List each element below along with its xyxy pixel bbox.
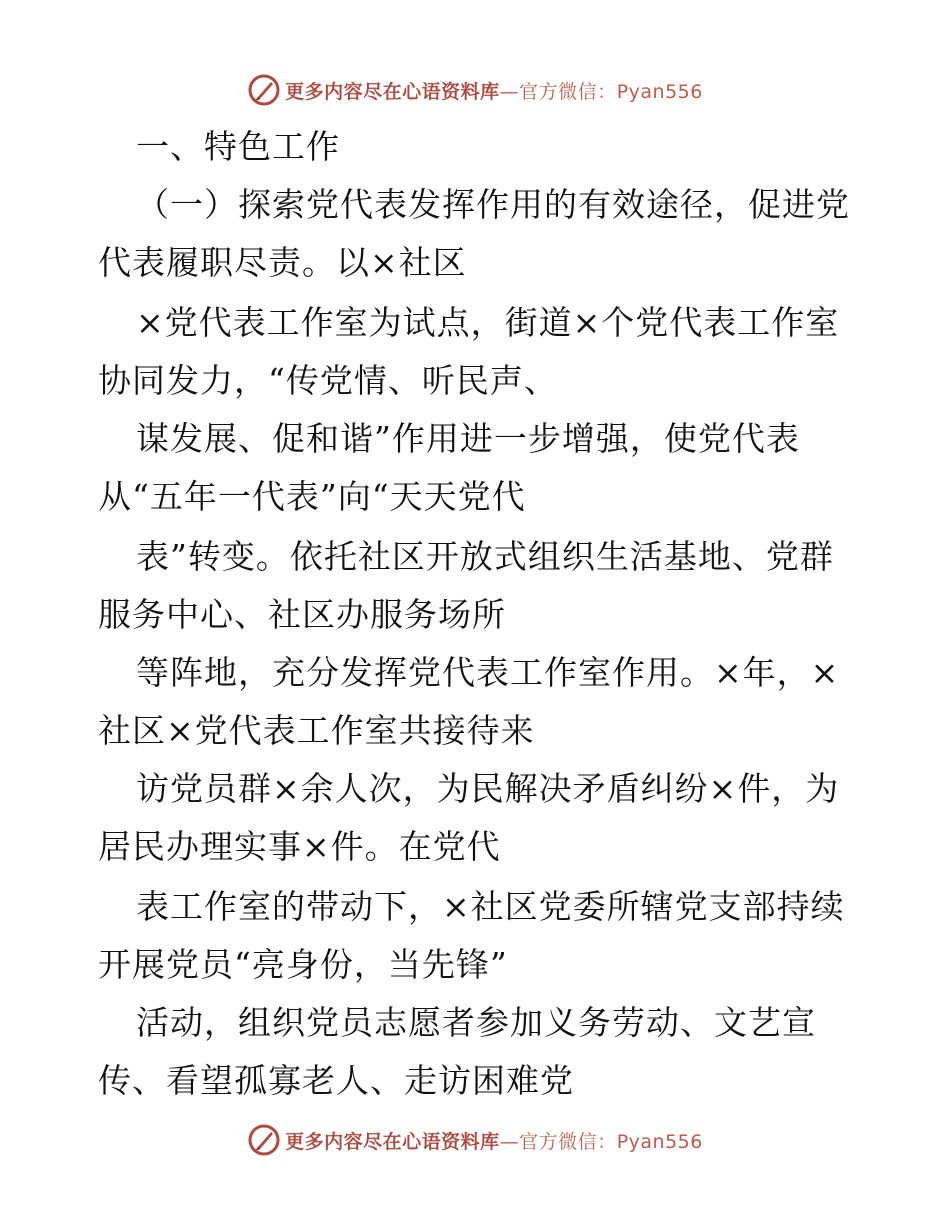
paragraph-line: 开展党员“亮身份，当先锋”	[98, 945, 508, 984]
footer-watermark	[0, 1120, 950, 1160]
watermark-rest: 官方微信：	[519, 1130, 617, 1153]
section-heading: 一、特色工作	[136, 127, 340, 166]
watermark-text	[285, 1127, 703, 1154]
paragraph-line: 表”转变。依托社区开放式组织生活基地、党群	[136, 537, 834, 576]
watermark-wechat-id: Pyan556	[616, 1130, 703, 1153]
paragraph-line: 谋发展、促和谐”作用进一步增强，使党代表	[136, 419, 800, 458]
paragraph-line: 传、看望孤寡老人、走访困难党	[98, 1061, 574, 1100]
watermark-wechat-id: Pyan556	[616, 80, 703, 103]
paragraph-line: 活动，组织党员志愿者参加义务劳动、文艺宣	[136, 1003, 816, 1042]
watermark-lead: 更多内容尽在心语资料库	[285, 1130, 500, 1153]
paragraph-line: 社区×党代表工作室共接待来	[98, 711, 535, 750]
watermark-lead: 更多内容尽在心语资料库	[285, 80, 500, 103]
paragraph-line: （一）探索党代表发挥作用的有效途径，促进党	[136, 185, 850, 224]
paragraph-line: 服务中心、社区办服务场所	[98, 595, 506, 634]
paragraph-line: 表工作室的带动下，×社区党委所辖党支部持续	[136, 887, 845, 926]
paragraph-line: ×党代表工作室为试点，街道×个党代表工作室	[136, 303, 840, 342]
watermark-rest: 官方微信：	[519, 80, 617, 103]
quill-pen-logo-icon	[247, 1123, 281, 1157]
watermark-separator: —	[499, 1130, 520, 1153]
paragraph-line: 协同发力，“传党情、听民声、	[98, 361, 558, 400]
paragraph-line: 居民办理实事×件。在党代	[98, 827, 501, 866]
quill-pen-logo-icon	[247, 73, 281, 107]
paragraph-line: 等阵地，充分发挥党代表工作室作用。×年，×	[136, 653, 840, 692]
watermark-separator: —	[499, 80, 520, 103]
header-watermark	[0, 70, 950, 110]
paragraph-line: 从“五年一代表”向“天天党代	[98, 477, 526, 516]
paragraph-line: 访党员群×余人次，为民解决矛盾纠纷×件，为	[136, 769, 840, 808]
watermark-text	[285, 77, 703, 104]
paragraph-line: 代表履职尽责。以×社区	[98, 243, 467, 282]
